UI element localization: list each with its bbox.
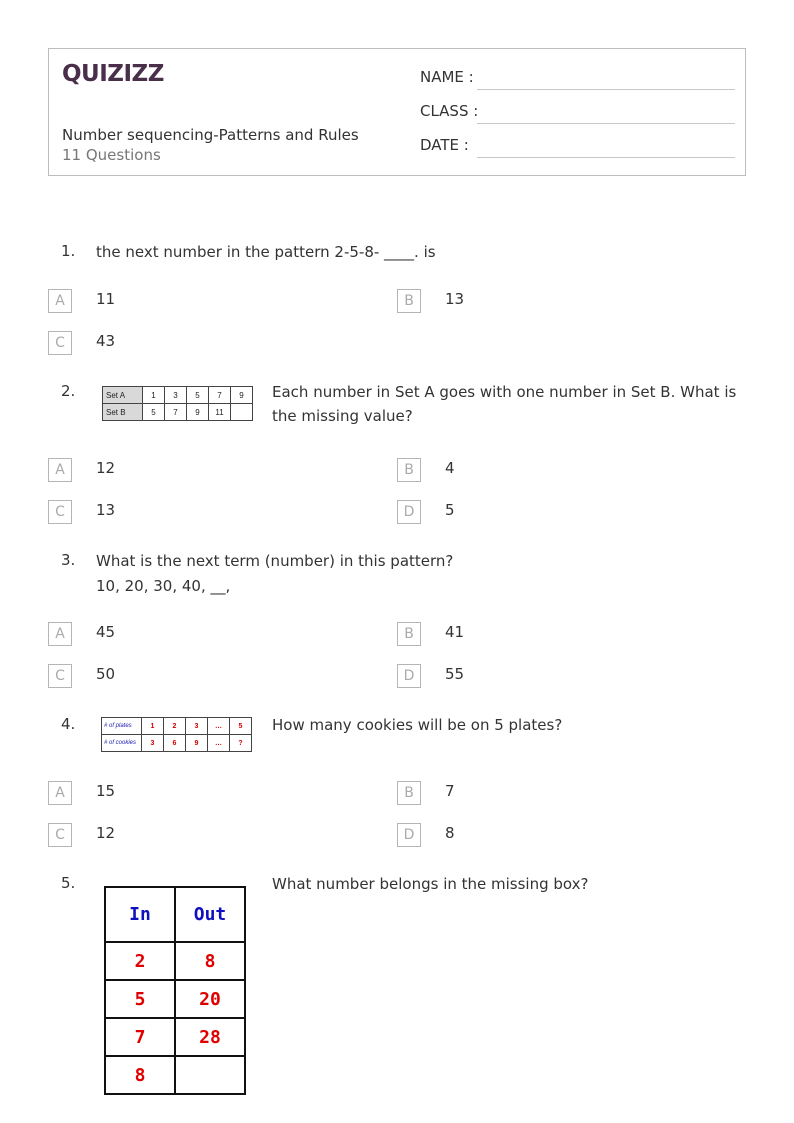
table-row [105, 942, 245, 980]
row-label: Set A [103, 387, 143, 404]
date-field[interactable] [420, 136, 735, 158]
question-1-number: 1. [61, 242, 76, 260]
option-value: 4 [445, 459, 455, 477]
option-value: 50 [96, 665, 116, 683]
in-cell: 2 [105, 942, 175, 980]
table-cell: 9 [187, 404, 209, 421]
out-cell: 8 [175, 942, 245, 980]
option-value: 11 [96, 290, 116, 308]
question-3-text-line2: 10, 20, 30, 40, __, [96, 577, 231, 595]
table-row [102, 718, 252, 735]
option-value: 8 [445, 824, 455, 842]
in-out-table [104, 886, 246, 1095]
class-label: CLASS : [420, 102, 479, 120]
missing-out-cell [175, 1056, 245, 1094]
option-letter: A [48, 622, 72, 646]
name-label: NAME : [420, 68, 474, 86]
date-line [477, 157, 735, 158]
table-cell: 9 [186, 735, 208, 752]
question-3-number: 3. [61, 551, 76, 569]
table-cell: ? [230, 735, 252, 752]
name-line [477, 89, 735, 90]
question-4-text: How many cookies will be on 5 plates? [272, 716, 563, 734]
table-cell: … [208, 735, 230, 752]
out-cell: 20 [175, 980, 245, 1018]
option-value: 15 [96, 782, 116, 800]
option-value: 12 [96, 824, 116, 842]
question-5-number: 5. [61, 874, 76, 892]
table-row [105, 1056, 245, 1094]
table-row [102, 735, 252, 752]
table-cell: 1 [143, 387, 165, 404]
table-cell: 11 [209, 404, 231, 421]
row-label: Set B [103, 404, 143, 421]
option-letter: C [48, 331, 72, 355]
question-2-number: 2. [61, 382, 76, 400]
in-header: In [105, 887, 175, 942]
option-value: 5 [445, 501, 455, 519]
question-5-text: What number belongs in the missing box? [272, 875, 589, 893]
question-4-number: 4. [61, 715, 76, 733]
row-label: # of plates [102, 718, 142, 735]
out-cell: 28 [175, 1018, 245, 1056]
in-cell: 5 [105, 980, 175, 1018]
date-label: DATE : [420, 136, 469, 154]
option-value: 7 [445, 782, 455, 800]
option-value: 43 [96, 332, 116, 350]
table-row [105, 1018, 245, 1056]
in-cell: 8 [105, 1056, 175, 1094]
set-a-set-b-table [102, 386, 253, 421]
table-cell: 1 [142, 718, 164, 735]
table-row [103, 404, 253, 421]
option-letter: B [397, 289, 421, 313]
option-letter: A [48, 781, 72, 805]
option-letter: A [48, 289, 72, 313]
plates-cookies-table [101, 717, 252, 752]
option-value: 13 [96, 501, 116, 519]
option-letter: B [397, 781, 421, 805]
out-header: Out [175, 887, 245, 942]
table-cell: 5 [230, 718, 252, 735]
table-cell: 3 [165, 387, 187, 404]
option-letter: B [397, 458, 421, 482]
table-cell: 3 [142, 735, 164, 752]
option-value: 41 [445, 623, 465, 641]
table-cell: 5 [143, 404, 165, 421]
table-cell: 2 [164, 718, 186, 735]
option-value: 13 [445, 290, 465, 308]
table-cell: 6 [164, 735, 186, 752]
question-3-text-line1: What is the next term (number) in this pattern? [96, 552, 454, 570]
table-row [103, 387, 253, 404]
option-value: 55 [445, 665, 465, 683]
worksheet-header [48, 48, 746, 176]
class-line [477, 123, 735, 124]
option-value: 12 [96, 459, 116, 477]
class-field[interactable] [420, 102, 735, 124]
table-cell: 7 [165, 404, 187, 421]
option-letter: C [48, 664, 72, 688]
table-cell: 5 [187, 387, 209, 404]
table-cell: 9 [231, 387, 253, 404]
option-letter: D [397, 823, 421, 847]
table-header-row [105, 887, 245, 942]
table-row [105, 980, 245, 1018]
worksheet-title: Number sequencing-Patterns and Rules [62, 126, 359, 144]
in-cell: 7 [105, 1018, 175, 1056]
table-cell [231, 404, 253, 421]
quizizz-logo: QUIZIZZ [62, 61, 164, 87]
table-cell: … [208, 718, 230, 735]
option-letter: D [397, 500, 421, 524]
row-label: # of cookies [102, 735, 142, 752]
table-cell: 3 [186, 718, 208, 735]
option-letter: A [48, 458, 72, 482]
question-2-text: Each number in Set A goes with one number in Set B. What is the missing value? [272, 383, 737, 425]
option-letter: B [397, 622, 421, 646]
option-value: 45 [96, 623, 116, 641]
option-letter: C [48, 823, 72, 847]
question-1-text: the next number in the pattern 2-5-8- ____. is [96, 243, 436, 261]
table-cell: 7 [209, 387, 231, 404]
name-field[interactable] [420, 68, 735, 90]
question-count: 11 Questions [62, 146, 161, 164]
option-letter: C [48, 500, 72, 524]
option-letter: D [397, 664, 421, 688]
